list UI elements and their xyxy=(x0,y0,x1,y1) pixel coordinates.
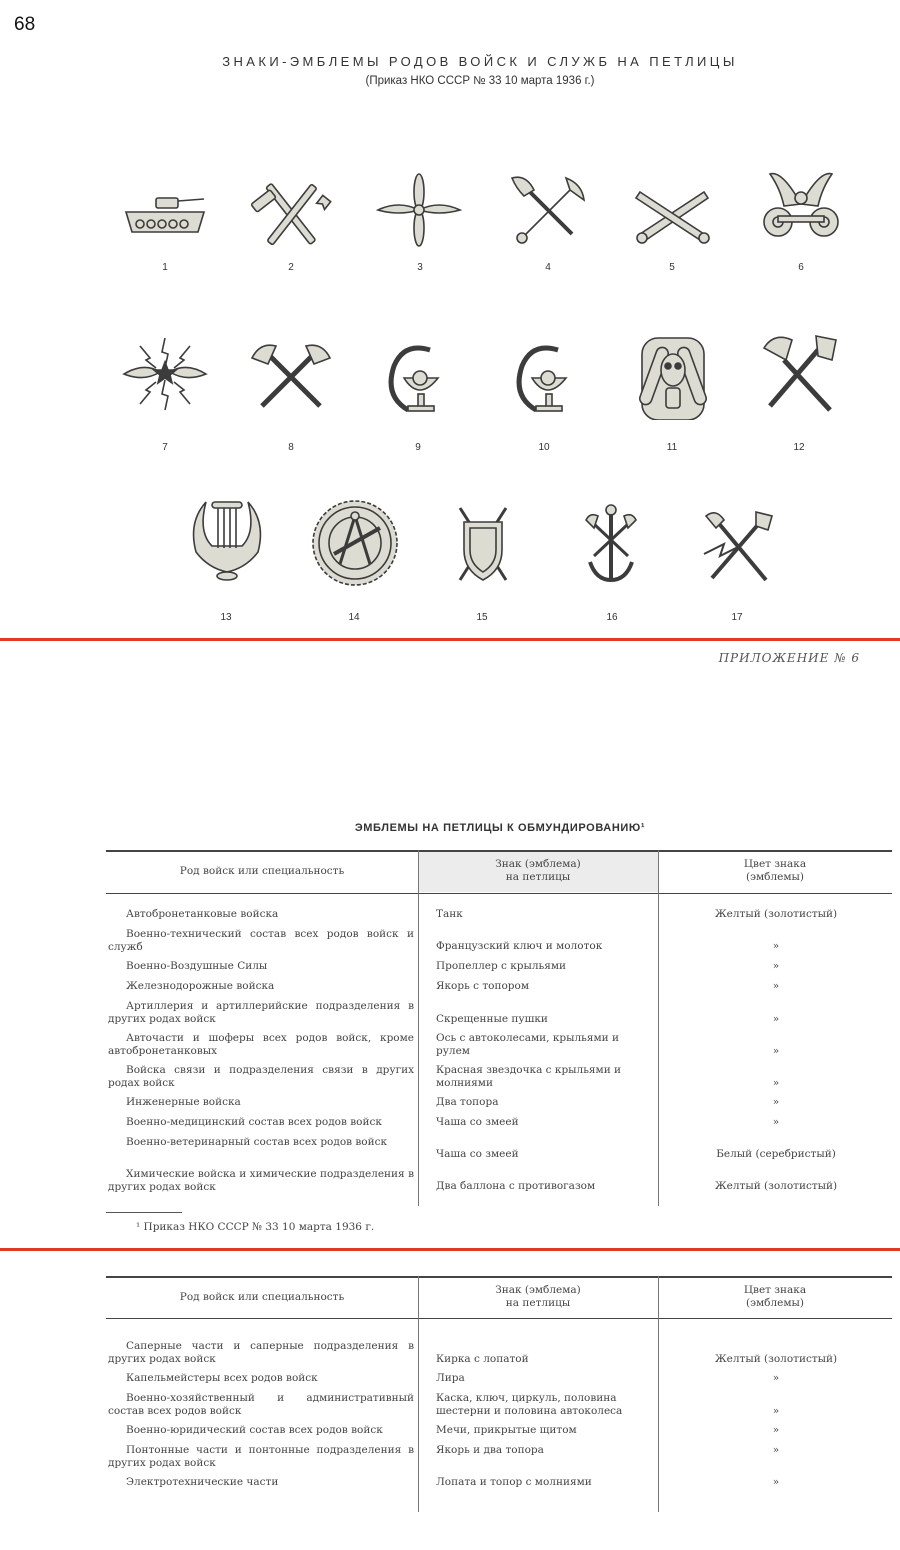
footnote-rule xyxy=(106,1212,182,1213)
row-emblem: Скрещенные пушки xyxy=(436,1013,548,1025)
emblems-table-continued xyxy=(106,1276,892,1512)
row-color: » xyxy=(772,1476,780,1488)
emblems-table xyxy=(106,850,892,1206)
star-wings-lightning-icon xyxy=(120,332,210,422)
row-color: Желтый (золотистый) xyxy=(714,908,838,920)
wrench-hammer-icon xyxy=(246,170,336,260)
row-emblem: Красная звездочка с крыльями и молниями xyxy=(436,1064,622,1089)
row-branch: Военно-ветеринарный состав всех родов войск xyxy=(126,1136,388,1148)
row-emblem: Якорь с топором xyxy=(436,980,530,992)
row-branch: Автобронетанковые войска xyxy=(126,908,279,920)
emblem-number: 15 xyxy=(476,612,488,623)
column-rule xyxy=(658,1276,659,1512)
column-rule xyxy=(658,850,659,1206)
crossed-cannons-icon xyxy=(628,170,718,260)
row-emblem: Каска, ключ, циркуль, половина шестерни и половина автоколеса xyxy=(436,1392,623,1417)
row-branch: Войска связи и подразделения связи в других родах войск xyxy=(108,1064,414,1089)
header-color xyxy=(658,858,892,884)
row-color: » xyxy=(772,940,780,952)
row-color: » xyxy=(772,1444,780,1456)
row-color: » xyxy=(772,1077,780,1089)
row-color: » xyxy=(772,980,780,992)
anchor-two-axes-icon xyxy=(566,500,656,590)
emblem-number: 16 xyxy=(606,612,618,623)
row-emblem: Танк xyxy=(436,908,463,920)
row-branch: Инженерные войска xyxy=(126,1096,241,1108)
row-branch: Военно-технический состав всех родов войск и служб xyxy=(108,928,414,953)
table-header-rule xyxy=(106,893,892,894)
row-branch: Железнодорожные войска xyxy=(126,980,275,992)
row-branch: Военно-юридический состав всех родов войск xyxy=(126,1424,383,1436)
emblem-number: 11 xyxy=(666,442,678,453)
footnote: ¹ Приказ НКО СССР № 33 10 марта 1936 г. xyxy=(136,1221,375,1233)
plate-title: ЗНАКИ-ЭМБЛЕМЫ РОДОВ ВОЙСК И СЛУЖБ НА ПЕТЛИЦЫ xyxy=(222,54,738,69)
header-color xyxy=(658,1284,892,1310)
gas-cylinders-mask-icon xyxy=(628,330,718,420)
row-branch: Военно-медицинский состав всех родов войск xyxy=(126,1116,382,1128)
emblem-number: 10 xyxy=(538,442,550,453)
header-color-line1: Цвет знака xyxy=(743,858,807,870)
row-branch: Артиллерия и артиллерийские подразделения в других родах войск xyxy=(108,1000,414,1025)
propeller-wings-icon xyxy=(374,170,464,260)
header-emblem xyxy=(418,858,658,884)
lyre-icon xyxy=(182,492,272,582)
bowl-snake-icon xyxy=(374,336,464,426)
header-emblem xyxy=(418,1284,658,1310)
row-branch: Электротехнические части xyxy=(126,1476,279,1488)
row-color: » xyxy=(772,1424,780,1436)
row-emblem: Якорь и два топора xyxy=(436,1444,544,1456)
header-color-line1: Цвет знака xyxy=(743,1284,807,1296)
header-emblem-line2: на петлицы xyxy=(505,1297,571,1309)
header-emblem-line2: на петлицы xyxy=(505,871,571,883)
page-divider xyxy=(0,638,900,641)
column-rule xyxy=(418,1276,419,1512)
row-color: » xyxy=(772,1116,780,1128)
table-title: ЭМБЛЕМЫ НА ПЕТЛИЦЫ К ОБМУНДИРОВАНИЮ¹ xyxy=(354,822,646,834)
table-top-rule xyxy=(106,850,892,852)
page-divider xyxy=(0,1248,900,1251)
header-emblem-line1: Знак (эмблема) xyxy=(495,858,581,870)
emblem-number: 9 xyxy=(415,442,421,453)
shovel-axe-lightning-icon xyxy=(694,506,784,596)
appendix-label: ПРИЛОЖЕНИЕ № 6 xyxy=(718,651,860,665)
crossed-axes-icon xyxy=(246,336,336,426)
emblem-number: 14 xyxy=(348,612,360,623)
row-color: » xyxy=(772,960,780,972)
row-branch: Капельмейстеры всех родов войск xyxy=(126,1372,318,1384)
row-emblem: Лопата и топор с молниями xyxy=(436,1476,592,1488)
row-branch: Химические войска и химические подразделения в других родах войск xyxy=(108,1168,414,1193)
header-branch: Род войск или специальность xyxy=(179,865,345,877)
row-branch: Военно-хозяйственный и административный состав всех родов войск xyxy=(108,1392,414,1417)
header-color-line2: (эмблемы) xyxy=(746,1297,804,1309)
row-emblem: Лира xyxy=(436,1372,465,1384)
row-emblem: Два баллона с противогазом xyxy=(436,1180,596,1192)
row-emblem: Ось с автоколесами, крыльями и рулем xyxy=(436,1032,619,1057)
row-color: » xyxy=(772,1405,780,1417)
emblem-number: 12 xyxy=(793,442,805,453)
emblem-number: 6 xyxy=(798,262,804,273)
helmet-key-compass-gear-icon xyxy=(310,498,400,588)
row-color: Белый (серебристый) xyxy=(716,1148,836,1160)
row-color: » xyxy=(772,1096,780,1108)
page-number: 68 xyxy=(14,14,36,35)
table-top-rule xyxy=(106,1276,892,1278)
swords-shield-icon xyxy=(438,500,528,590)
emblem-number: 1 xyxy=(162,262,168,273)
plate-subtitle: (Приказ НКО СССР № 33 10 марта 1936 г.) xyxy=(365,75,595,87)
header-color-line2: (эмблемы) xyxy=(746,871,804,883)
row-emblem: Чаша со змеей xyxy=(436,1116,519,1128)
emblem-number: 2 xyxy=(288,262,294,273)
header-branch: Род войск или специальность xyxy=(179,1291,345,1303)
row-emblem: Чаша со змеей xyxy=(436,1148,519,1160)
row-color: » xyxy=(772,1045,780,1057)
table-header-rule xyxy=(106,1318,892,1319)
row-emblem: Два топора xyxy=(436,1096,499,1108)
emblem-number: 7 xyxy=(162,442,168,453)
row-emblem: Французский ключ и молоток xyxy=(436,940,603,952)
emblem-number: 8 xyxy=(288,442,294,453)
row-color: Желтый (золотистый) xyxy=(714,1353,838,1365)
emblem-number: 13 xyxy=(220,612,232,623)
pickaxe-shovel-icon xyxy=(756,330,846,420)
emblem-number: 5 xyxy=(669,262,675,273)
anchor-axe-icon xyxy=(502,170,592,260)
tank-icon xyxy=(120,170,210,260)
row-branch: Авточасти и шоферы всех родов войск, кроме автобронетанковых xyxy=(108,1032,414,1057)
row-color: Желтый (золотистый) xyxy=(714,1180,838,1192)
header-emblem-line1: Знак (эмблема) xyxy=(495,1284,581,1296)
column-rule xyxy=(418,850,419,1206)
row-branch: Понтонные части и понтонные подразделения в других родах войск xyxy=(108,1444,414,1469)
emblem-number: 17 xyxy=(731,612,743,623)
axle-wheels-wings-icon xyxy=(756,164,846,254)
bowl-snake-icon xyxy=(502,336,592,426)
row-branch: Саперные части и саперные подразделения в других родах войск xyxy=(108,1340,414,1365)
row-color: » xyxy=(772,1013,780,1025)
emblem-number: 4 xyxy=(545,262,551,273)
emblem-number: 3 xyxy=(417,262,423,273)
row-emblem: Пропеллер с крыльями xyxy=(436,960,567,972)
row-color: » xyxy=(772,1372,780,1384)
row-emblem: Мечи, прикрытые щитом xyxy=(436,1424,577,1436)
row-emblem: Кирка с лопатой xyxy=(436,1353,529,1365)
row-branch: Военно-Воздушные Силы xyxy=(126,960,268,972)
